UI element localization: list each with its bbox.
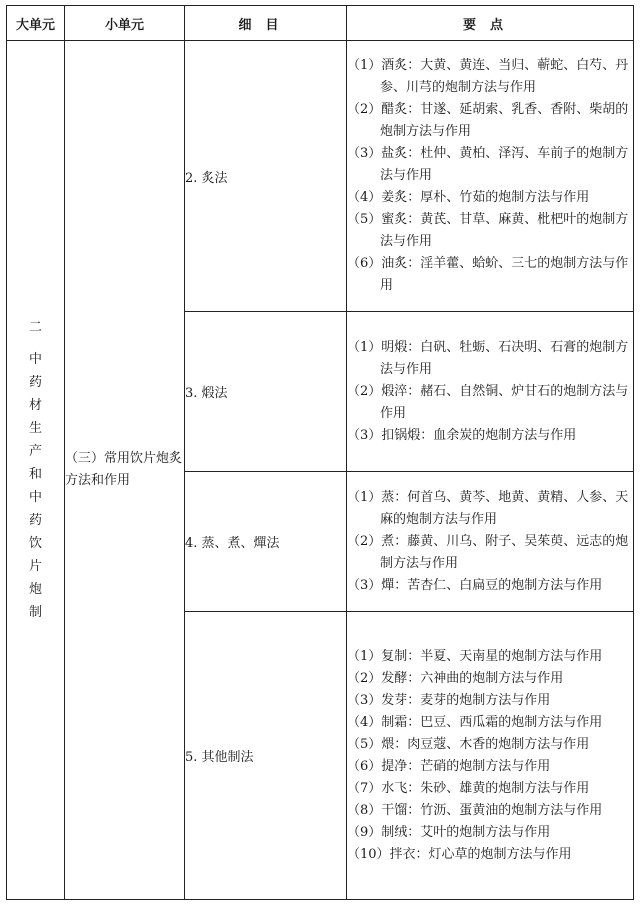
unit-cell [7, 41, 65, 900]
point-item: （5）煨：肉豆蔻、木香的炮制方法与作用 [347, 736, 590, 752]
point-item: （10）拌衣：灯心草的炮制方法与作用 [347, 846, 572, 862]
point-item: （1）复制：半夏、天南星的炮制方法与作用 [347, 648, 603, 664]
point-item: （2）煅淬：赭石、自然铜、炉甘石的炮制方法与作用 [347, 383, 629, 421]
point-item: （4）姜炙：厚朴、竹茹的炮制方法与作用 [347, 190, 590, 205]
point-item: （3）盐炙：杜仲、黄柏、泽泻、车前子的炮制方法与作用 [347, 146, 629, 183]
points-cell [347, 312, 634, 472]
point-item: （3）发芽：麦芽的炮制方法与作用 [347, 692, 551, 708]
detail-cell: 2. 炙法 [185, 41, 347, 312]
point-item: （4）制霜：巴豆、西瓜霜的炮制方法与作用 [347, 714, 603, 730]
point-item: （1）蒸：何首乌、黄芩、地黄、黄精、人参、天麻的炮制方法与作用 [347, 489, 629, 527]
point-item: （3）扣锅煅：血余炭的炮制方法与作用 [347, 427, 577, 443]
points-cell [347, 41, 634, 312]
table-row [7, 41, 634, 312]
header-points: 要点 [347, 6, 634, 41]
point-item: （7）水飞：朱砂、雄黄的炮制方法与作用 [347, 780, 590, 796]
points-cell [347, 472, 634, 612]
detail-cell: 3. 煅法 [185, 312, 347, 472]
point-item: （2）煮：藤黄、川乌、附子、吴茱萸、远志的炮制方法与作用 [347, 533, 629, 571]
syllabus-table [6, 5, 634, 900]
points-cell [347, 612, 634, 900]
point-item: （9）制绒：艾叶的炮制方法与作用 [347, 824, 551, 840]
header-unit: 大单元 [7, 6, 65, 41]
point-item: （1）明煅：白矾、牡蛎、石决明、石膏的炮制方法与作用 [347, 339, 629, 377]
detail-cell: 4. 蒸、煮、燀法 [185, 472, 347, 612]
header-detail: 细目 [185, 6, 347, 41]
point-item: （1）酒炙：大黄、黄连、当归、蕲蛇、白芍、丹参、川芎的炮制方法与作用 [347, 58, 629, 95]
point-item: （2）发酵：六神曲的炮制方法与作用 [347, 670, 564, 686]
point-item: （8）干馏：竹沥、蛋黄油的炮制方法与作用 [347, 802, 603, 818]
point-item: （6）油炙：淫羊藿、蛤蚧、三七的炮制方法与作用 [347, 256, 629, 293]
header-row [7, 6, 634, 41]
unit-title: 中药材生产和中药饮片炮制 [28, 352, 42, 620]
unit-number: 二 [28, 320, 42, 335]
point-item: （3）燀：苦杏仁、白扁豆的炮制方法与作用 [347, 577, 603, 593]
header-subunit: 小单元 [65, 6, 185, 41]
point-item: （6）提净：芒硝的炮制方法与作用 [347, 758, 551, 774]
unit-label [29, 316, 43, 624]
point-item: （5）蜜炙：黄芪、甘草、麻黄、枇杷叶的炮制方法与作用 [347, 212, 629, 249]
detail-cell: 5. 其他制法 [185, 612, 347, 900]
point-item: （2）醋炙：甘遂、延胡索、乳香、香附、柴胡的炮制方法与作用 [347, 102, 629, 139]
subunit-cell: （三）常用饮片炮炙方法和作用 [65, 41, 185, 900]
